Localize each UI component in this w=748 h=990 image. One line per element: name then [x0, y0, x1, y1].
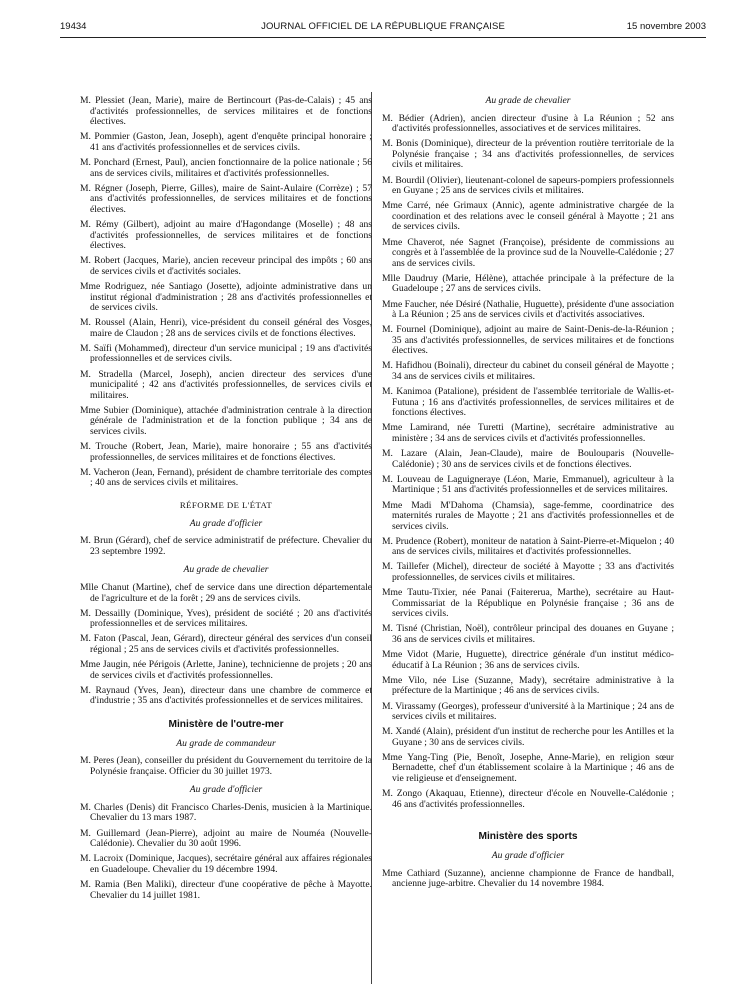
ministry-heading: Ministère de l'outre-mer [168, 718, 284, 730]
decoration-entry: M. Robert (Jacques, Marie), ancien receveur principal des impôts ; 60 ans de services civils et d'activités sociales. [80, 255, 372, 277]
entry-list [80, 536, 372, 557]
decoration-entry: M. Xandé (Alain), président d'un institut de recherche pour les Antilles et la Guyane ; 30 ans de services civils. [382, 726, 674, 748]
decoration-entry: Mme Subier (Dominique), attachée d'administration centrale à la direction générale de l'administration et de la fonction publique ; 34 ans de services civils. [80, 404, 372, 438]
decoration-entry: M. Ponchard (Ernest, Paul), ancien fonctionnaire de la police nationale ; 56 ans de services civils, militaires et d'activités professionnelles. [80, 156, 372, 179]
decoration-entry: M. Hafidhou (Boinali), directeur du cabinet du conseil général de Mayotte ; 34 ans de services civils et militaires. [382, 360, 674, 383]
decoration-entry: M. Régner (Joseph, Pierre, Gilles), maire de Saint-Aulaire (Corrèze) ; 57 ans d'activités professionnelles, de services militaires et de fonctions électives. [80, 182, 372, 215]
entry-list [382, 114, 674, 811]
decoration-entry: Mlle Daudruy (Marie, Hélène), attachée principale à la préfecture de la Guadeloupe ; 27 ans de services civils. [382, 272, 674, 295]
section-heading: RÉFORME DE L'ÉTAT [179, 500, 273, 510]
decoration-entry: M. Bourdil (Olivier), lieutenant-colonel de sapeurs-pompiers professionnels en Guyane ; 25 ans de services civils et militaires. [382, 174, 675, 197]
decoration-entry: M. Trouche (Robert, Jean, Marie), maire honoraire ; 55 ans d'activités professionnelles, de services militaires et de fonctions électives. [80, 441, 372, 463]
decoration-entry: M. Dessailly (Dominique, Yves), président de société ; 20 ans d'activités professionnelles et de services militaires. [80, 607, 372, 630]
decoration-entry: M. Raynaud (Yves, Jean), directeur dans une chambre de commerce et d'industrie ; 35 ans d'activités professionnelles et de services militaires. [80, 684, 372, 707]
decoration-entry: M. Kanimoa (Patalione), président de l'assemblée territoriale de Wallis-et-Futuna ; 16 ans d'activités professionnelles, de services militaires et de fonctions électives. [382, 386, 674, 419]
decoration-entry: M. Peres (Jean), conseiller du président du Gouvernement du territoire de la Polynésie française. Officier du 30 juillet 1973. [80, 755, 372, 777]
decoration-entry: M. Plessiet (Jean, Marie), maire de Bertincourt (Pas-de-Calais) ; 45 ans d'activités professionnelles, de services militaires et de fonctions électives. [80, 95, 372, 128]
journal-title: JOURNAL OFFICIEL DE LA RÉPUBLIQUE FRANÇAISE [261, 21, 505, 32]
right-column [382, 96, 674, 894]
decoration-entry: M. Vacheron (Jean, Fernand), président de chambre territoriale des comptes ; 40 ans de services civils et militaires. [80, 466, 372, 489]
ministry-heading: Ministère des sports [478, 831, 578, 843]
decoration-entry: M. Charles (Denis) dit Francisco Charles-Denis, musicien à la Martinique. Chevalier du 13 mars 1987. [80, 801, 372, 824]
decoration-entry: M. Louveau de Laguigneraye (Léon, Marie, Emmanuel), agriculteur à la Martinique ; 51 ans d'activités professionnelles et de services militaires. [382, 473, 674, 496]
decoration-entry: M. Bonis (Dominique), directeur de la prévention routière territoriale de la Polynésie française ; 34 ans d'activités professionnelles, de services civils et militaires. [382, 138, 674, 171]
decoration-entry: Mme Cathiard (Suzanne), ancienne championne de France de handball, ancienne juge-arbitre. Chevalier du 14 novembre 1984. [382, 867, 674, 890]
decoration-entry: M. Pommier (Gaston, Jean, Joseph), agent d'enquête principal honoraire ; 41 ans d'activités professionnelles et de services civils. [80, 131, 372, 153]
decoration-entry: M. Guillemard (Jean-Pierre), adjoint au maire de Nouméa (Nouvelle-Calédonie). Chevalier du 30 août 1996. [80, 827, 372, 850]
entry-list [80, 96, 372, 489]
decoration-entry: Mme Rodriguez, née Santiago (Josette), adjointe administrative dans un institut régional d'administration ; 28 ans d'activités professionnelles et de services civils. [80, 280, 372, 314]
decoration-entry: M. Saïfi (Mohammed), directeur d'un service municipal ; 19 ans d'activités professionnelles et de services civils. [80, 342, 372, 365]
left-column [80, 96, 372, 906]
grade-heading: Au grade de chevalier [183, 564, 269, 576]
entry-list [80, 583, 372, 707]
decoration-entry: M. Faton (Pascal, Jean, Gérard), directeur général des services d'un conseil régional ; 25 ans de services civils et d'activités professionnelles. [80, 633, 372, 655]
decoration-entry: Mlle Chanut (Martine), chef de service dans une direction départementale de l'agriculture et de la forêt ; 29 ans de services civils. [80, 581, 372, 604]
decoration-entry: Mme Lamirand, née Turetti (Martine), secrétaire administrative au ministère ; 34 ans de services civils et d'activités professionnelles. [382, 422, 674, 445]
entry-list [80, 756, 372, 777]
decoration-entry: M. Fournel (Dominique), adjoint au maire de Saint-Denis-de-la-Réunion ; 35 ans d'activités professionnelles, de services militaires et de fonctions électives. [382, 324, 674, 357]
decoration-entry: Mme Madi M'Dahoma (Chamsia), sage-femme, coordinatrice des maternités rurales de Mayotte ; 21 ans d'activités professionnelles et de services civils. [382, 499, 674, 532]
decoration-entry: Mme Chaverot, née Sagnet (Françoise), présidente de commissions au congrès et à l'assemblée de la province sud de la Nouvelle-Calédonie ; 27 ans de services civils. [382, 236, 674, 269]
decoration-entry: M. Ramia (Ben Maliki), directeur d'une coopérative de pêche à Mayotte. Chevalier du 14 juillet 1981. [80, 878, 372, 901]
entry-list [80, 803, 372, 901]
decoration-entry: M. Stradella (Marcel, Joseph), ancien directeur des services d'une municipalité ; 42 ans d'activités professionnelles, de services civils et militaires. [80, 368, 372, 401]
grade-heading: Au grade d'officier [189, 517, 263, 529]
decoration-entry: Mme Jaugin, née Périgois (Arlette, Janine), technicienne de projets ; 20 ans de services civils et d'activités professionnelles. [80, 659, 372, 681]
page-number: 19434 [60, 21, 87, 32]
decoration-entry: Mme Tautu-Tixier, née Panai (Faitererua, Marthe), secrétaire au Haut-Commissariat de la République en Polynésie française ; 36 ans de services civils. [382, 587, 674, 620]
grade-heading: Au grade d'officier [491, 849, 565, 861]
publication-date: 15 novembre 2003 [626, 21, 706, 32]
page-header [60, 21, 706, 37]
decoration-entry: M. Lazare (Alain, Jean-Claude), maire de Boulouparis (Nouvelle-Calédonie) ; 30 ans de services civils et de fonctions électives. [382, 448, 674, 470]
decoration-entry: M. Roussel (Alain, Henri), vice-président du conseil général des Vosges, maire de Claudon ; 28 ans de services civils et de fonctions électives. [80, 317, 372, 339]
decoration-entry: M. Zongo (Akaquau, Etienne), directeur d'école en Nouvelle-Calédonie ; 46 ans d'activités professionnelles. [382, 788, 674, 810]
decoration-entry: Mme Carré, née Grimaux (Annic), agente administrative chargée de la coordination et des relations avec le conseil général à Mayotte ; 21 ans de services civils. [382, 200, 674, 233]
decoration-entry: M. Rémy (Gilbert), adjoint au maire d'Hagondange (Moselle) ; 48 ans d'activités professionnelles, de services militaires et de fonctions électives. [80, 218, 372, 252]
decoration-entry: M. Taillefer (Michel), directeur de société à Mayotte ; 33 ans d'activités professionnelles, de services civils et militaires. [382, 561, 674, 584]
entry-list [382, 869, 674, 890]
decoration-entry: Mme Faucher, née Désiré (Nathalie, Huguette), présidente d'une association à La Réunion ; 25 ans de services civils et d'activités associatives. [382, 298, 674, 321]
grade-heading: Au grade de commandeur [176, 737, 276, 749]
decoration-entry: Mme Vilo, née Lise (Suzanne, Mady), secrétaire administrative à la préfecture de la Martinique ; 46 ans de services civils. [382, 674, 674, 697]
decoration-entry: M. Brun (Gérard), chef de service administratif de préfecture. Chevalier du 23 septembre 1992. [80, 535, 372, 557]
decoration-entry: Mme Yang-Ting (Pie, Benoît, Josephe, Anne-Marie), en religion sœur Bernadette, chef d'un établissement scolaire à la Martinique ; 46 ans de vie religieuse et d'enseignement. [382, 751, 674, 785]
decoration-entry: M. Tisné (Christian, Noël), contrôleur principal des douanes en Guyane ; 36 ans de services civils et militaires. [382, 623, 674, 646]
grade-heading: Au grade d'officier [189, 784, 263, 796]
decoration-entry: M. Lacroix (Dominique, Jacques), secrétaire général aux affaires régionales en Guadeloupe. Chevalier du 19 décembre 1994. [80, 853, 372, 875]
decoration-entry: M. Virassamy (Georges), professeur d'université à la Martinique ; 24 ans de services civils et militaires. [382, 700, 674, 723]
decoration-entry: M. Prudence (Robert), moniteur de natation à Saint-Pierre-et-Miquelon ; 40 ans de services civils, militaires et d'activités professionnelles. [382, 535, 674, 558]
decoration-entry: M. Bédier (Adrien), ancien directeur d'usine à La Réunion ; 52 ans d'activités professionnelles, associatives et de services militaires. [382, 112, 674, 135]
grade-heading: Au grade de chevalier [485, 95, 571, 106]
decoration-entry: Mme Vidot (Marie, Huguette), directrice générale d'un institut médico-éducatif à La Réunion ; 36 ans de services civils. [382, 649, 674, 671]
header-rule [60, 37, 706, 38]
